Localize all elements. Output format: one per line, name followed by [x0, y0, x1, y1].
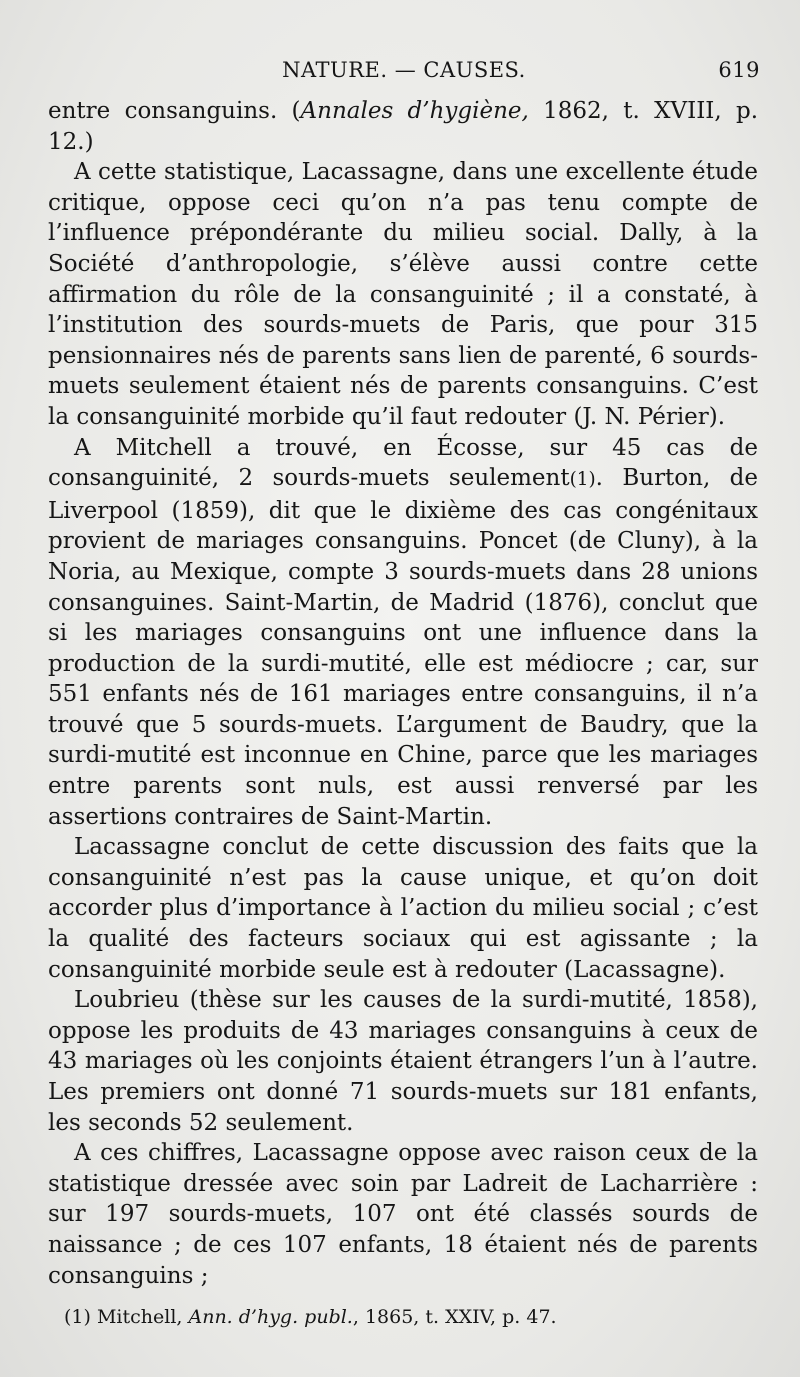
paragraph	[48, 96, 758, 157]
paragraph	[48, 433, 758, 833]
footnote-ref: (1)	[569, 469, 596, 491]
text-run: Loubrieu (thèse sur les causes de la surdi-mutité, 1858), oppose les produits de 43 mariages consanguins à ceux de 43 mariages où les conjoints étaient étrangers l’un à l’autre. Les premiers ont donné 71 sourds-muets sur 181 enfants, les seconds 52 seulement.	[48, 987, 758, 1136]
paragraph	[48, 1138, 758, 1291]
body-text	[48, 96, 758, 1291]
text-run: (1) Mitchell,	[64, 1306, 189, 1328]
running-title: NATURE. — CAUSES.	[282, 58, 526, 82]
text-run: . Burton, de Liverpool (1859), dit que le dixième des cas congénitaux provient de mariages consanguins. Poncet (de Cluny), à la Noria, au Mexique, compte 3 sourds-muets dans 28 unions consanguines. Saint-Martin, de Madrid (1876), conclut que si les mariages consanguins ont une influence dans la production de la surdi-mutité, elle est médiocre ; car, sur 551 enfants nés de 161 mariages entre consanguins, il n’a trouvé que 5 sourds-muets. L’argument de Baudry, que la surdi-mutité est inconnue en Chine, parce que les mariages entre parents sont nuls, est aussi renversé par les assertions contraires de Saint-Martin.	[48, 465, 758, 830]
paragraph	[48, 832, 758, 985]
running-head	[48, 58, 760, 88]
text-run: 1862, t. XVIII, p. 12.)	[48, 98, 759, 155]
footnote	[64, 1304, 754, 1330]
italic-text: Ann. d’hyg. publ.	[188, 1306, 353, 1328]
italic-text: Annales d’hygiène,	[300, 98, 529, 124]
text-run: A ces chiffres, Lacassagne oppose avec raison ceux de la statistique dressée avec soin par Ladreit de Lacharrière : sur 197 sourds-muets, 107 ont été classés sourds de naissance ; de ces 107 enfants, 18 étaient nés de parents consanguins ;	[48, 1140, 758, 1289]
paragraph	[48, 157, 758, 432]
text-run: entre consanguins. (	[48, 98, 301, 124]
text-run: A Mitchell a trouvé, en Écosse, sur 45 cas de consanguinité, 2 sourds-muets seulement	[48, 434, 758, 492]
text-run: , 1865, t. XXIV, p. 47.	[352, 1306, 557, 1328]
paragraph	[48, 985, 758, 1138]
text-run: A cette statistique, Lacassagne, dans une excellente étude critique, oppose ceci qu’on n’a pas tenu compte de l’influence prépondérante du milieu social. Dally, à la Société d’anthropologie, s’élève aussi contre cette affirmation du rôle de la consanguinité ; il a constaté, à l’institution des sourds-muets de Paris, que pour 315 pensionnaires nés de parents sans lien de parenté, 6 sourds-muets seulement étaient nés de parents consanguins. C’est la consanguinité morbide qu’il faut redouter (J. N. Périer).	[48, 159, 758, 430]
text-run: Lacassagne conclut de cette discussion des faits que la consanguinité n’est pas la cause unique, et qu’on doit accorder plus d’importance à l’action du milieu social ; c’est la qualité des facteurs sociaux qui est agissante ; la consanguinité morbide seule est à redouter (Lacassagne).	[48, 834, 758, 983]
page-number: 619	[718, 58, 760, 82]
